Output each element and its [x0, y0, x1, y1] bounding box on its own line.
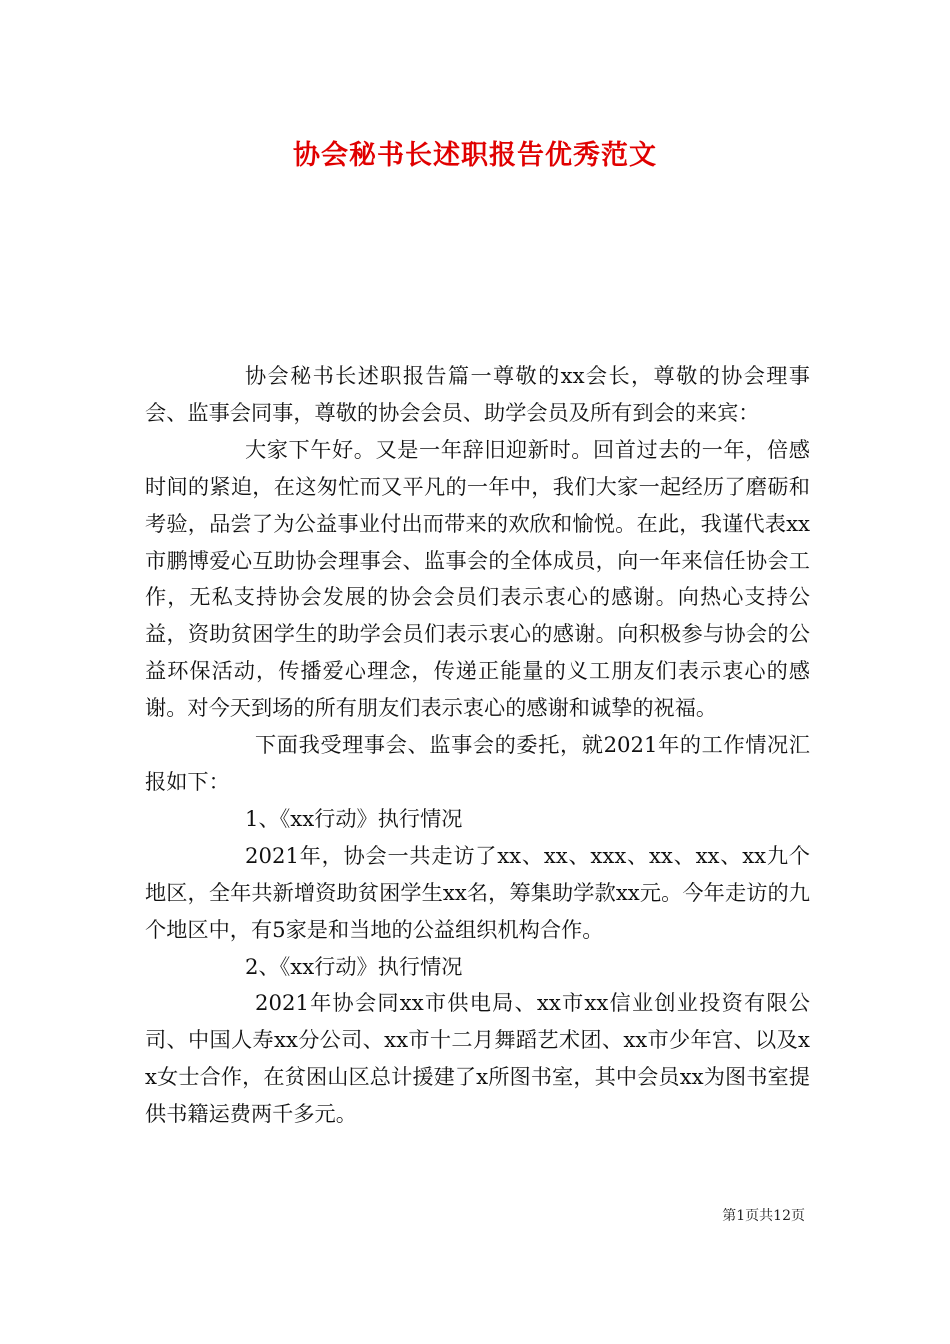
page-number-footer: 第1页共12页 — [722, 1208, 805, 1224]
paragraph-report-intro: 下面我受理事会、监事会的委托，就2021年的工作情况汇报如下： — [145, 732, 810, 794]
document-body — [145, 358, 810, 1133]
section-heading-2: 2、《xx行动》执行情况 — [245, 953, 463, 979]
paragraph-salutation: 协会秘书长述职报告篇一尊敬的xx会长，尊敬的协会理事会、监事会同事，尊敬的协会会员、助学会员及所有到会的来宾： — [145, 363, 810, 425]
paragraph-greeting: 大家下午好。又是一年辞旧迎新时。回首过去的一年，倍感时间的紧迫，在这匆忙而又平凡的一年中，我们大家一起经历了磨砺和考验，品尝了为公益事业付出而带来的欢欣和愉悦。在此，我谨代表xx市鹏博爱心互助协会理事会、监事会的全体成员，向一年来信任协会工作，无私支持协会发展的协会会员们表示衷心的感谢。向热心支持公益，资助贫困学生的助学会员们表示衷心的感谢。向积极参与协会的公益环保活动，传播爱心理念，传递正能量的义工朋友们表示衷心的感谢。对今天到场的所有朋友们表示衷心的感谢和诚挚的祝福。 — [145, 436, 810, 721]
document-title: 协会秘书长述职报告优秀范文 — [293, 140, 657, 171]
paragraph-section-1: 2021年，协会一共走访了xx、xx、xxx、xx、xx、xx九个地区，全年共新增资助贫困学生xx名，筹集助学款xx元。今年走访的九个地区中，有5家是和当地的公益组织机构合作。 — [145, 842, 810, 942]
paragraph-section-2: 2021年协会同xx市供电局、xx市xx信业创业投资有限公司、中国人寿xx分公司、xx市十二月舞蹈艺术团、xx市少年宫、以及xx女士合作，在贫困山区总计援建了x所图书室，其中会员xx为图书室提供书籍运费两千多元。 — [145, 990, 810, 1127]
section-heading-1: 1、《xx行动》执行情况 — [245, 805, 463, 831]
